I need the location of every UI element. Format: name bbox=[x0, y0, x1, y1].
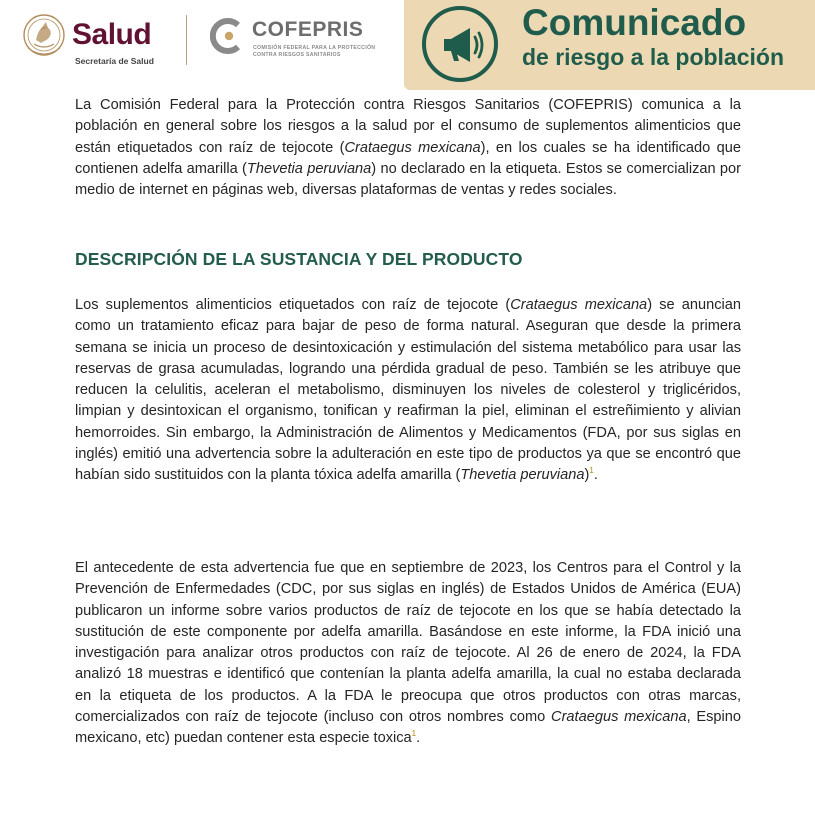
species-name: Crataegus mexicana bbox=[510, 297, 648, 313]
description-paragraph bbox=[75, 295, 741, 487]
banner-subtitle: de riesgo a la población bbox=[522, 44, 785, 70]
cofepris-logo-text: COFEPRIS bbox=[252, 18, 364, 41]
footnote-reference[interactable]: 1 bbox=[589, 466, 594, 476]
document-header bbox=[0, 0, 815, 90]
salud-subtitle: Secretaría de Salud bbox=[75, 56, 154, 66]
species-name: Thevetia peruviana bbox=[460, 467, 585, 484]
text-run: ) no declarado en la etiqueta. Estos se comercializan por medio de internet en páginas web, diversas plataformas de ventas y redes sociales. bbox=[75, 160, 741, 199]
text-run: El antecedente de esta advertencia fue que en septiembre de 2023, los Centros para el Control y la Prevención de Enfermedades (CDC, por sus siglas en inglés) de Estados Unidos de América (EUA) publicaron un informe sobre varios productos de raíz de tejocote en los que se había detectado la sustitución de este componente por adelfa amarilla. Basándose en este informe, la FDA inició una investigación para analizar otros productos con raíz de tejocote. Al 26 de enero de 2024, la FDA analizó 18 muestras e identificó que contenían la planta adelfa amarilla, la cual no estaba declarada en la etiqueta de los productos. A la FDA le preocupa que otros productos con otras marcas, comercializados con raíz de tejocote (incluso con otros nombres como bbox=[75, 560, 741, 726]
footnote-reference[interactable]: 1 bbox=[411, 729, 417, 739]
intro-paragraph bbox=[75, 95, 741, 201]
cofepris-logo-icon bbox=[210, 17, 244, 55]
text-run: ), en los cuales se ha identificado que contienen adelfa amarilla ( bbox=[75, 139, 741, 177]
background-paragraph bbox=[75, 558, 741, 750]
logo-divider bbox=[186, 15, 187, 65]
text-run: ) bbox=[584, 467, 590, 484]
text-run: . bbox=[416, 730, 421, 747]
section-heading: DESCRIPCIÓN DE LA SUSTANCIA Y DEL PRODUCTO bbox=[75, 249, 523, 269]
banner-title: Comunicado bbox=[522, 2, 747, 43]
species-name: Crataegus mexicana bbox=[551, 709, 687, 726]
text-run: La Comisión Federal para la Protección contra Riesgos Sanitarios (COFEPRIS) comunica a la población en general sobre los riesgos a la salud por el consumo de suplementos alimenticios que están etiquetados con raíz de tejocote ( bbox=[75, 97, 741, 156]
species-name: Thevetia peruviana bbox=[246, 160, 372, 177]
species-name: Crataegus mexicana bbox=[344, 139, 481, 156]
megaphone-icon bbox=[420, 4, 500, 84]
text-run: , Espino mexicano, etc) puedan contener esta especie toxica bbox=[75, 709, 742, 747]
coat-of-arms-icon bbox=[22, 10, 66, 64]
text-run: Los suplementos alimenticios etiquetados con raíz de tejocote ( bbox=[75, 297, 511, 313]
text-run: ) se anuncian como un tratamiento eficaz para bajar de peso de forma natural. Aseguran que desde la primera semana se inicia un proceso de desintoxicación y estimulación del sistema metabólico para usar las reservas de grasa acumuladas, logrando una pérdida gradual de peso. También se les atribuye que reducen la celulitis, aceleran el metabolismo, disminuyen los niveles de colesterol y triglicéridos, limpian y desintoxican el organismo, tonifican y reafirman la piel, eliminan el estreñimiento y alivian hemorroides. Sin embargo, la Administración de Alimentos y Medicamentos (FDA, por sus siglas en inglés) emitió una advertencia sobre la adulteración en este tipo de productos ya que se encontró que habían sido sustituidos con la planta tóxica adelfa amarilla ( bbox=[75, 297, 741, 484]
cofepris-subtitle-line2: CONTRA RIESGOS SANITARIOS bbox=[253, 52, 341, 58]
cofepris-subtitle-line1: COMISIÓN FEDERAL PARA LA PROTECCIÓN bbox=[253, 45, 376, 51]
salud-logo-text: Salud bbox=[72, 18, 152, 51]
text-run: . bbox=[593, 467, 598, 484]
